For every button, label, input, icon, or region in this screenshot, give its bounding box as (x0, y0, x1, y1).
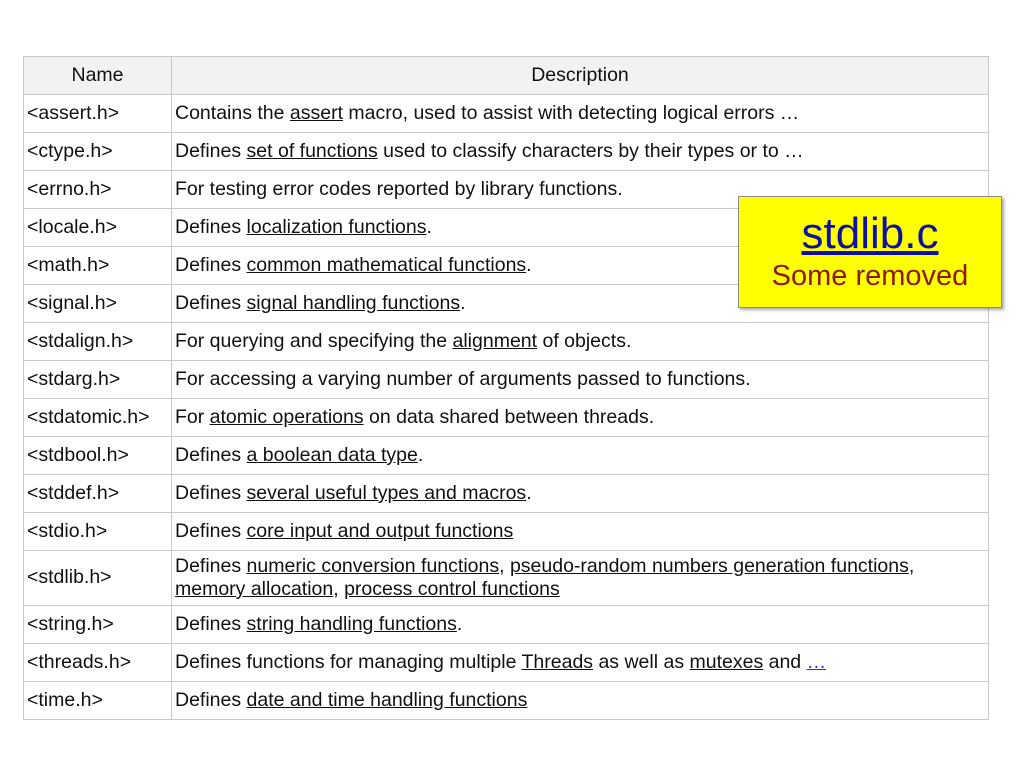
description-text: used to classify characters by their types or to … (377, 139, 804, 162)
header-file-name: <string.h> (24, 606, 172, 644)
header-file-description (172, 644, 989, 682)
header-library-table (23, 56, 989, 720)
description-text: . (526, 253, 532, 276)
description-link[interactable]: assert (289, 101, 344, 124)
table-row (24, 361, 989, 399)
header-file-description (172, 606, 989, 644)
description-text: on data shared between threads. (363, 405, 655, 428)
description-link[interactable]: core input and output functions (246, 519, 514, 542)
table-row (24, 682, 989, 720)
header-file-name: <locale.h> (24, 209, 172, 247)
header-file-name: <ctype.h> (24, 133, 172, 171)
description-text: Defines functions for managing multiple (175, 650, 522, 673)
header-file-name: <signal.h> (24, 285, 172, 323)
table-row (24, 323, 989, 361)
header-file-description (172, 682, 989, 720)
description-link[interactable]: signal handling functions (246, 291, 461, 314)
description-link[interactable]: memory allocation (175, 578, 334, 600)
header-file-name: <stdatomic.h> (24, 399, 172, 437)
description-text: Defines (175, 139, 247, 162)
description-text: and (763, 650, 807, 673)
callout-subtitle: Some removed (771, 260, 969, 292)
description-link[interactable]: string handling functions (246, 612, 457, 635)
description-link[interactable]: a boolean data type (246, 443, 418, 466)
header-file-name: <assert.h> (24, 95, 172, 133)
header-file-name: <stdbool.h> (24, 437, 172, 475)
table-row (24, 399, 989, 437)
header-file-name: <stddef.h> (24, 475, 172, 513)
header-file-description (172, 437, 989, 475)
header-file-name: <math.h> (24, 247, 172, 285)
description-text: Contains the (175, 101, 290, 124)
description-text: . (460, 291, 466, 314)
description-text: . (417, 443, 424, 466)
header-file-description (172, 95, 989, 133)
stdlib-callout-box (738, 196, 1002, 308)
header-file-name: <stdlib.h> (24, 551, 172, 606)
header-file-name: <time.h> (24, 682, 172, 720)
description-link[interactable]: alignment (452, 329, 538, 352)
description-text: For accessing a varying number of arguments passed to functions. (175, 367, 751, 390)
description-text: For testing error codes reported by library functions. (175, 177, 623, 200)
table-row (24, 133, 989, 171)
description-link[interactable]: localization functions (246, 215, 427, 238)
description-link[interactable]: common mathematical functions (246, 253, 527, 276)
description-text: macro, used to assist with detecting logical errors … (343, 101, 800, 124)
description-link[interactable]: process control functions (344, 578, 560, 600)
table-row (24, 95, 989, 133)
description-link[interactable]: numeric conversion functions (246, 554, 500, 577)
table-body (24, 95, 989, 720)
description-text: Defines (175, 554, 247, 577)
header-file-description (172, 513, 989, 551)
table-row (24, 437, 989, 475)
description-link[interactable]: set of functions (246, 139, 378, 162)
description-text: For querying and specifying the (175, 329, 453, 352)
description-text: Defines (175, 253, 247, 276)
header-file-name: <stdalign.h> (24, 323, 172, 361)
description-text: , (499, 554, 510, 577)
table-header-row (24, 57, 989, 95)
description-text: , (908, 554, 915, 577)
description-text: Defines (175, 291, 247, 314)
table-row (24, 644, 989, 682)
header-file-name: <threads.h> (24, 644, 172, 682)
description-text: . (526, 481, 532, 504)
table-row (24, 513, 989, 551)
description-text: Defines (175, 612, 247, 635)
description-text: Defines (175, 215, 247, 238)
header-file-description (172, 133, 989, 171)
header-file-name: <stdio.h> (24, 513, 172, 551)
description-text: , (333, 578, 345, 600)
description-link[interactable]: Threads (521, 650, 594, 673)
description-text: . (456, 612, 463, 635)
table-row (24, 551, 989, 606)
description-link[interactable]: date and time handling functions (246, 688, 528, 711)
header-file-description (172, 475, 989, 513)
table-row (24, 475, 989, 513)
header-file-name: <errno.h> (24, 171, 172, 209)
header-file-description (172, 399, 989, 437)
table-row (24, 606, 989, 644)
description-text: Defines (175, 519, 247, 542)
description-link[interactable]: mutexes (689, 650, 764, 673)
description-text: Defines (175, 688, 247, 711)
header-file-description (172, 323, 989, 361)
description-text: Defines (175, 443, 247, 466)
description-text: . (426, 215, 432, 238)
header-file-description (172, 361, 989, 399)
description-text: as well as (593, 650, 690, 673)
description-link[interactable]: … (806, 650, 827, 673)
description-text: For (175, 405, 210, 428)
description-text: Defines (175, 481, 247, 504)
header-file-name: <stdarg.h> (24, 361, 172, 399)
description-link[interactable]: several useful types and macros (246, 481, 527, 504)
column-header-name: Name (24, 57, 172, 95)
description-text: of objects. (537, 329, 632, 352)
header-file-description (172, 551, 989, 606)
description-link[interactable]: atomic operations (209, 405, 364, 428)
callout-title-link[interactable]: stdlib.c (801, 209, 939, 258)
column-header-description: Description (172, 57, 989, 95)
description-link[interactable]: pseudo-random numbers generation functions (509, 554, 909, 577)
